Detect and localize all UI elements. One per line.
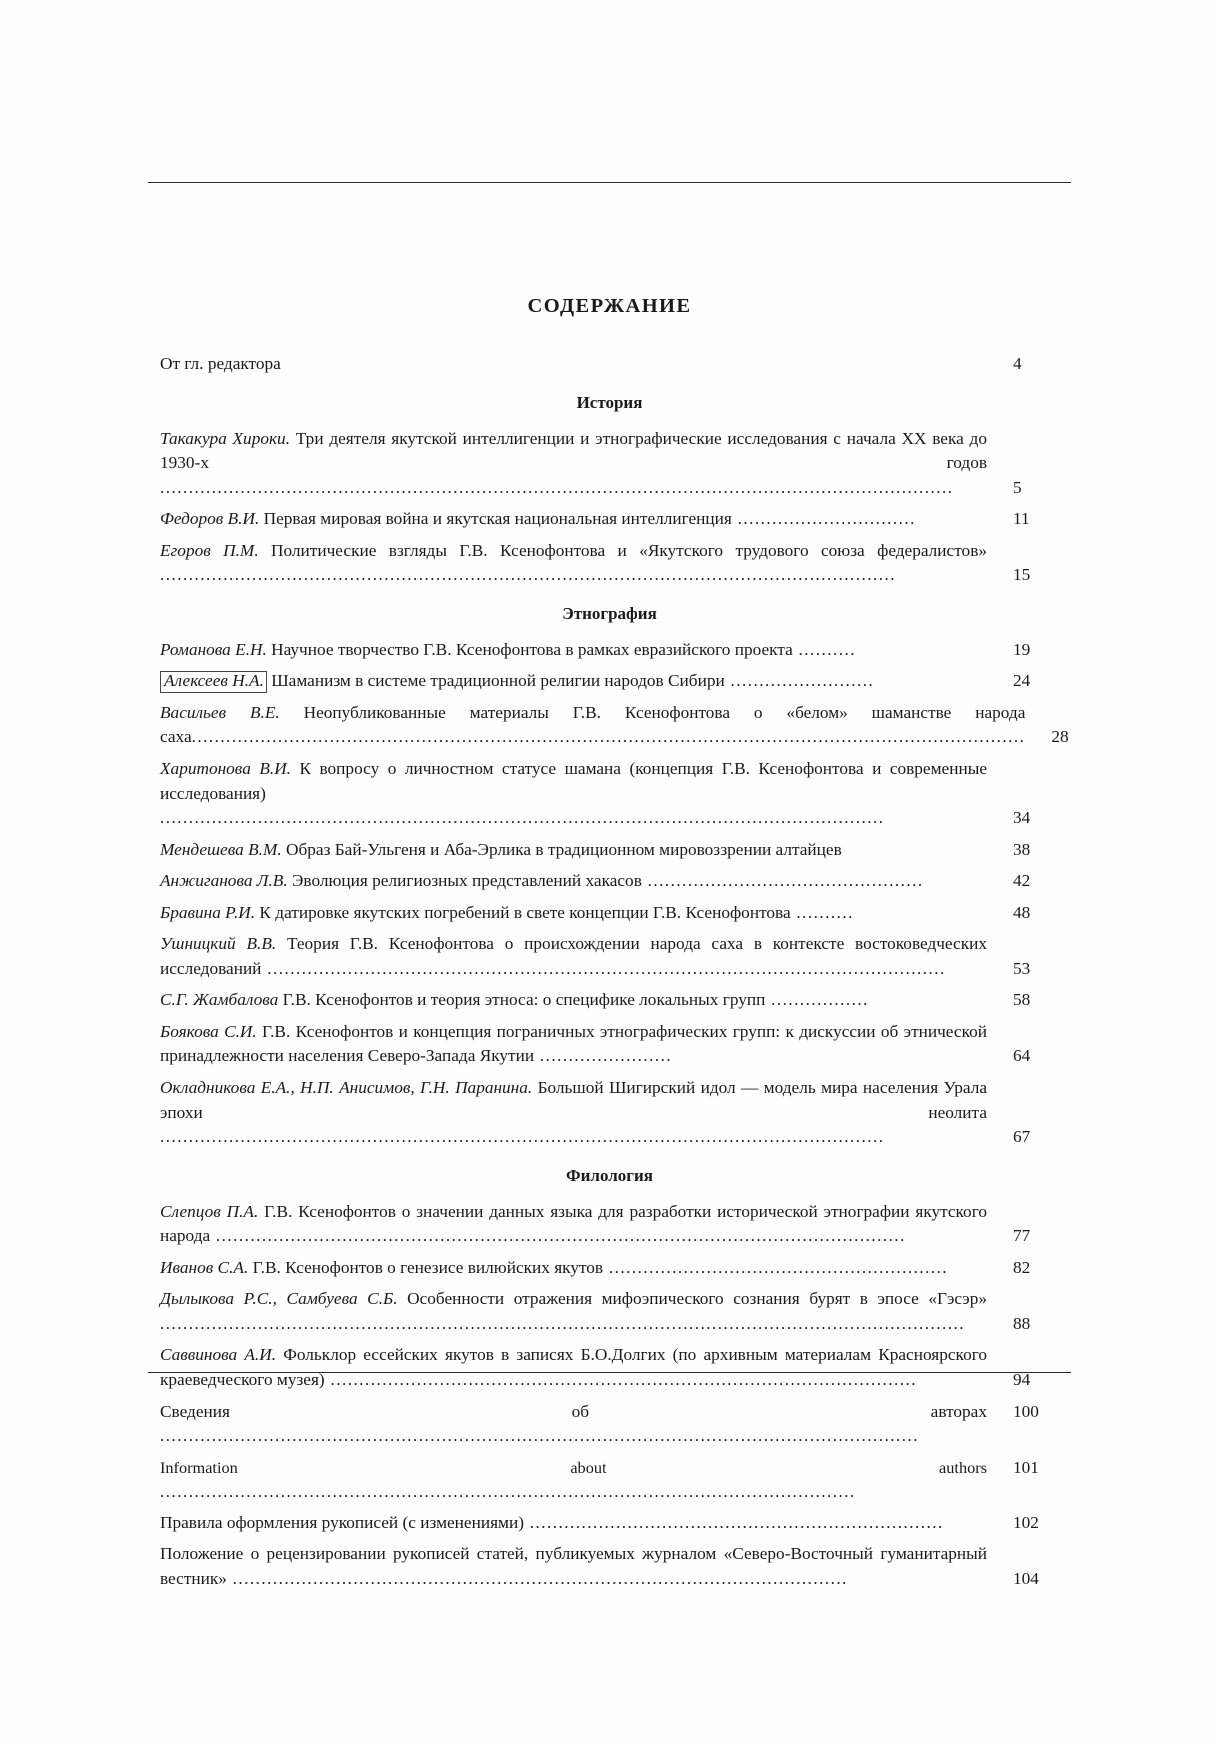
toc-entry-author: Иванов С.А. [160, 1257, 249, 1277]
toc-entry-fedorov[interactable] [148, 507, 1071, 532]
toc-entry-author: Дылыкова Р.С., Самбуева С.Б. [160, 1289, 398, 1309]
leader-dots: ................................................................................................................................................. [191, 727, 1026, 747]
toc-entry-title: Information about authors [160, 1457, 987, 1477]
toc-entry-page: 15 [1013, 565, 1031, 585]
leader-dots: ......................................................................................................................... [160, 1481, 856, 1501]
toc-entry-sleptsov[interactable] [148, 1200, 1071, 1249]
toc-entry-author: Боякова С.И. [160, 1021, 257, 1041]
toc-entry-title: Политические взгляды Г.В. Ксенофонтова и «Якутского трудового союза федералистов» [258, 540, 987, 560]
toc-entry-information-about-authors[interactable] [148, 1456, 1071, 1504]
toc-entry-savvinova[interactable] [148, 1343, 1071, 1392]
toc-entry-page: 102 [1013, 1512, 1039, 1532]
toc-entry-ivanov[interactable] [148, 1256, 1071, 1281]
toc-entry-title: От гл. редактора [160, 354, 281, 373]
leader-dots: ...................................................................................................................... [261, 958, 946, 978]
toc-entry-page: 100 [1013, 1401, 1039, 1421]
toc-entry-okladnikova[interactable] [148, 1076, 1071, 1150]
toc-entry-title: К вопросу о личностном статусе шамана (концепция Г.В. Ксенофонтова и современные исследования) [160, 759, 987, 803]
toc-entry-page: 38 [1013, 839, 1031, 859]
toc-entry-page: 77 [1013, 1226, 1031, 1246]
toc-entry-author: Окладникова Е.А., Н.П. Анисимов, Г.Н. Паранина. [160, 1078, 533, 1098]
toc-entry-ushnitsky[interactable] [148, 932, 1071, 981]
toc-entry-title: К датировке якутских погребений в свете концепции Г.В. Ксенофонтова [255, 902, 791, 922]
toc-entry-author: Васильев В.Е. [160, 702, 280, 722]
leader-dots: ......................... [724, 671, 875, 691]
section-heading-philology: Филология [566, 1165, 653, 1185]
toc-entry-title: Фольклор ессейских якутов в записях Б.О.Долгих (по архивным материалам Красноярского краеведческого музея) [160, 1345, 988, 1389]
toc-entry-zhambalova[interactable] [148, 988, 1071, 1013]
table-of-contents [148, 295, 1071, 1598]
toc-entry-title: Большой Шигирский идол — модель мира населения Урала эпохи неолита [160, 1078, 987, 1122]
leader-dots: .............................................................................................................................. [160, 808, 885, 828]
leader-dots: .......... [792, 639, 857, 659]
toc-entry-title: Г.В. Ксенофонтов и концепция пограничных этнографических групп: к дискуссии об этнической принадлежности населения Северо-Запада Якутии [160, 1021, 987, 1066]
toc-entry-author: Харитонова В.И. [160, 759, 291, 779]
toc-entry-label [148, 352, 987, 377]
toc-entry-title: Три деятеля якутской интеллигенции и этнографические исследования с начала XX века до 1930-х годов [160, 428, 987, 473]
toc-entry-author: Анжиганова Л.В. [160, 871, 288, 891]
toc-entry-boyakova[interactable] [148, 1020, 1071, 1069]
leader-dots: .................................................................................................................................... [160, 1426, 919, 1446]
toc-entry-author: Егоров П.М. [160, 540, 259, 560]
toc-entry-page: 53 [1013, 958, 1031, 978]
toc-entry-page: 34 [1013, 808, 1031, 828]
leader-dots: ............................................................................................................................................ [160, 1313, 965, 1333]
toc-entry-title: Первая мировая война и якутская национальная интеллигенция [259, 509, 732, 529]
leader-dots: ................................................ [641, 871, 924, 891]
leader-dots: ........................................................................................................... [226, 1568, 848, 1588]
toc-entry-page: 24 [1013, 671, 1031, 691]
leader-dots: ........................................................... [603, 1257, 949, 1277]
toc-entry-author: Федоров В.И. [160, 509, 260, 529]
toc-entry-author: Такакура Хироки. [160, 428, 291, 448]
toc-entry-authors-info[interactable] [148, 1400, 1071, 1449]
toc-entry-vasilyev[interactable] [148, 701, 1071, 750]
leader-dots: ........................................................................................................................ [210, 1226, 906, 1246]
toc-entry-dylykova[interactable] [148, 1287, 1071, 1336]
leader-dots: ................. [765, 990, 869, 1010]
toc-entry-page: 11 [1013, 509, 1030, 529]
toc-entry-title: Теория Г.В. Ксенофонтова о происхождении народа саха в контексте востоковедческих исследований [160, 934, 987, 978]
toc-entry-author: Саввинова А.И. [160, 1345, 277, 1365]
toc-entry-author: С.Г. Жамбалова [160, 990, 279, 1010]
toc-entry-title: Правила оформления рукописей (с изменениями) [160, 1512, 524, 1532]
toc-entry-page: 48 [1013, 902, 1031, 922]
toc-entry-title: Г.В. Ксенофонтов о генезисе вилюйских якутов [248, 1257, 604, 1277]
toc-entry-editorial[interactable] [148, 352, 1071, 377]
toc-entry-title: Особенности отражения мифоэпического сознания бурят в эпосе «Гэсэр» [397, 1289, 987, 1309]
toc-entry-takakura[interactable] [148, 427, 1071, 501]
toc-entry-anzhiganova[interactable] [148, 869, 1071, 894]
toc-entry-title: Научное творчество Г.В. Ксенофонтова в рамках евразийского проекта [266, 639, 793, 659]
toc-entry-page: 64 [1013, 1046, 1031, 1066]
toc-entry-review-policy[interactable] [148, 1542, 1071, 1591]
leader-dots: .......................................................................................................................................... [160, 477, 954, 497]
toc-entry-author: Слепцов П.А. [160, 1201, 259, 1221]
toc-entry-mendesheva[interactable] [148, 838, 1071, 863]
toc-entry-alekseev[interactable] [148, 669, 1071, 694]
toc-entry-page: 5 [1013, 477, 1022, 497]
toc-entry-page: 101 [1013, 1457, 1039, 1477]
toc-entry-title: Сведения об авторах [160, 1401, 987, 1421]
leader-dots: .......... [790, 902, 854, 922]
toc-entry-author: Мендешева В.М. [160, 839, 282, 859]
toc-entry-page: 88 [1013, 1313, 1031, 1333]
toc-entry-page: 58 [1013, 990, 1031, 1010]
leader-dots: ............................... [731, 509, 916, 529]
toc-entry-title: Эволюция религиозных представлений хакасов [287, 871, 642, 891]
toc-entry-romanova[interactable] [148, 638, 1071, 663]
header-rule [148, 182, 1071, 183]
leader-dots: ................................................................................................................................ [160, 565, 896, 585]
toc-entry-title: Шаманизм в системе традиционной религии народов Сибири [266, 671, 725, 691]
toc-entry-egorov[interactable] [148, 539, 1071, 588]
toc-entry-author: Ушницкий В.В. [160, 934, 277, 954]
toc-entry-page: 67 [1013, 1127, 1031, 1147]
leader-dots: ....................... [534, 1046, 673, 1066]
toc-entry-author-highlighted: Алексеев Н.А. [160, 671, 267, 693]
toc-entry-page: 28 [1051, 727, 1069, 747]
toc-entry-author: Романова Е.Н. [160, 639, 267, 659]
section-heading-history: История [576, 392, 643, 412]
toc-entry-bravina[interactable] [148, 901, 1071, 926]
toc-entry-title: Положение о рецензировании рукописей статей, публикуемых журналом «Северо-Восточный гуманитарный вестник» [160, 1544, 987, 1588]
section-heading-ethnography: Этнография [562, 603, 657, 623]
toc-entry-author: Бравина Р.И. [160, 902, 256, 922]
toc-entry-haritonova[interactable] [148, 757, 1071, 831]
toc-entry-page: 104 [1013, 1568, 1039, 1588]
toc-entry-page: 94 [1013, 1369, 1031, 1389]
toc-entry-page: 19 [1013, 639, 1031, 659]
toc-entry-title: Г.В. Ксенофонтов и теория этноса: о специфике локальных групп [278, 990, 766, 1010]
leader-dots: ........................................................................ [523, 1512, 944, 1532]
toc-entry-title: Образ Бай-Ульгеня и Аба-Эрлика в традиционном мировоззрении алтайцев [281, 839, 842, 859]
toc-entry-manuscript-rules[interactable] [148, 1511, 1071, 1536]
toc-entry-title: Г.В. Ксенофонтов о значении данных языка для разработки исторической этнографии якутского народа [160, 1201, 987, 1246]
toc-entry-page: 42 [1013, 871, 1031, 891]
toc-entry-title: Неопубликованные материалы Г.В. Ксенофонтова о «белом» шаманстве народа саха [160, 702, 1026, 747]
leader-dots: ...................................................................................................... [324, 1369, 917, 1389]
toc-entry-page: 82 [1013, 1257, 1031, 1277]
toc-entry-page: 4 [1013, 354, 1022, 373]
page-title: СОДЕРЖАНИЕ [527, 295, 692, 317]
leader-dots: .............................................................................................................................. [160, 1127, 885, 1147]
